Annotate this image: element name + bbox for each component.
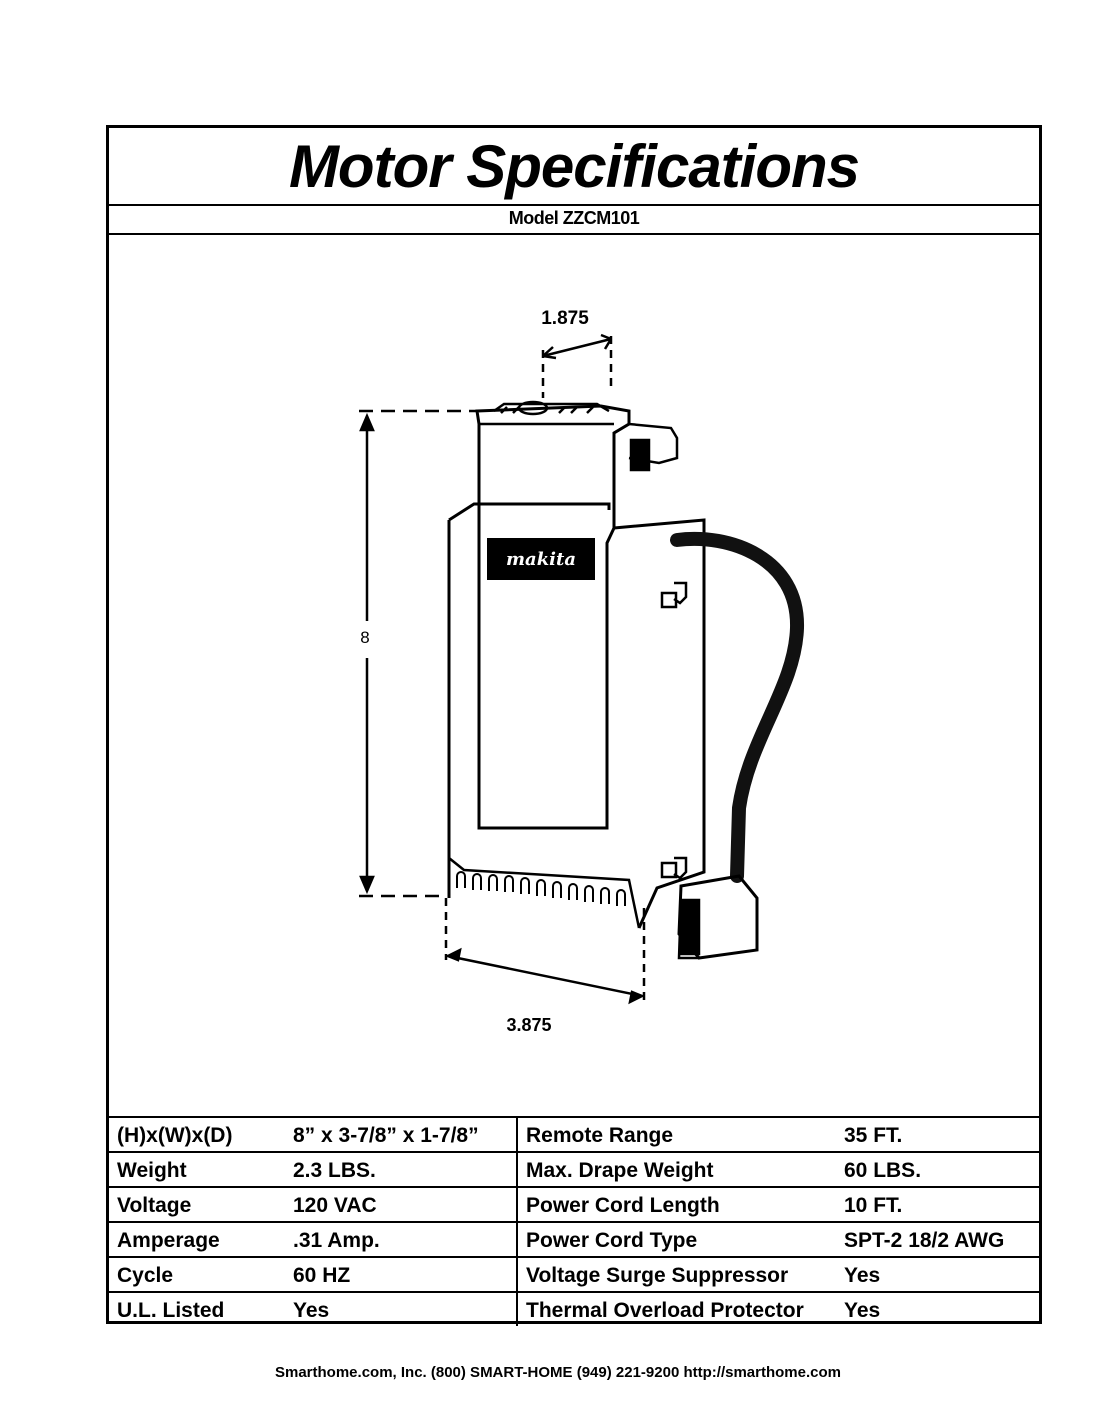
spec-value: Yes: [836, 1257, 1039, 1292]
svg-text:makita: makita: [506, 549, 576, 570]
width-dimension-line: [448, 956, 642, 996]
spec-label: Power Cord Length: [517, 1187, 836, 1222]
spec-value: .31 Amp.: [285, 1222, 517, 1257]
spec-row: [109, 1152, 1039, 1187]
spec-table: [109, 1116, 1039, 1326]
dim-width-label: 3.875: [506, 1015, 552, 1035]
spec-row: [109, 1222, 1039, 1257]
spec-label: Remote Range: [517, 1117, 836, 1152]
spec-label: Power Cord Type: [517, 1222, 836, 1257]
spec-label: Thermal Overload Protector: [517, 1292, 836, 1326]
footer: Smarthome.com, Inc. (800) SMART-HOME (949) 221-9200 http://smarthome.com: [275, 1364, 841, 1381]
spec-row: [109, 1292, 1039, 1326]
dim-depth-label: 1.875: [541, 308, 589, 329]
width-arrow-left: [448, 950, 460, 960]
spec-label: Amperage: [109, 1222, 285, 1257]
power-cord: [677, 539, 797, 876]
spec-label: Max. Drape Weight: [517, 1152, 836, 1187]
model-number: Model ZZCM101: [508, 208, 640, 228]
spec-label: Cycle: [109, 1257, 285, 1292]
spec-label: U.L. Listed: [109, 1292, 285, 1326]
makita-logo: [487, 538, 595, 580]
spec-label: (H)x(W)x(D): [109, 1117, 285, 1152]
spec-value: Yes: [285, 1292, 517, 1326]
spec-row: [109, 1117, 1039, 1152]
spec-label: Weight: [109, 1152, 285, 1187]
side-clip-upper: [662, 583, 686, 607]
width-arrow-right: [630, 992, 642, 1002]
spec-value: 10 FT.: [836, 1187, 1039, 1222]
spec-value: 35 FT.: [836, 1117, 1039, 1152]
spec-value: 60 HZ: [285, 1257, 517, 1292]
height-arrow-top: [361, 416, 373, 430]
spec-label: Voltage: [109, 1187, 285, 1222]
spec-row: [109, 1187, 1039, 1222]
dim-height-label: 8: [360, 628, 370, 647]
spec-value: 2.3 LBS.: [285, 1152, 517, 1187]
spec-value: 120 VAC: [285, 1187, 517, 1222]
spec-value: Yes: [836, 1292, 1039, 1326]
spec-sheet: [106, 125, 1042, 1324]
right-side-block: [614, 520, 704, 928]
spec-value: 60 LBS.: [836, 1152, 1039, 1187]
page-title: Motor Specifications: [288, 133, 860, 200]
side-clip-lower: [662, 858, 686, 878]
top-module: [477, 406, 629, 828]
spec-row: [109, 1257, 1039, 1292]
spec-value: SPT-2 18/2 AWG: [836, 1222, 1039, 1257]
spec-value: 8” x 3-7/8” x 1-7/8”: [285, 1117, 517, 1152]
side-latch-window: [631, 440, 649, 470]
cord-strain-relief-face: [681, 900, 699, 954]
spec-label: Voltage Surge Suppressor: [517, 1257, 836, 1292]
height-arrow-bottom: [361, 877, 373, 891]
